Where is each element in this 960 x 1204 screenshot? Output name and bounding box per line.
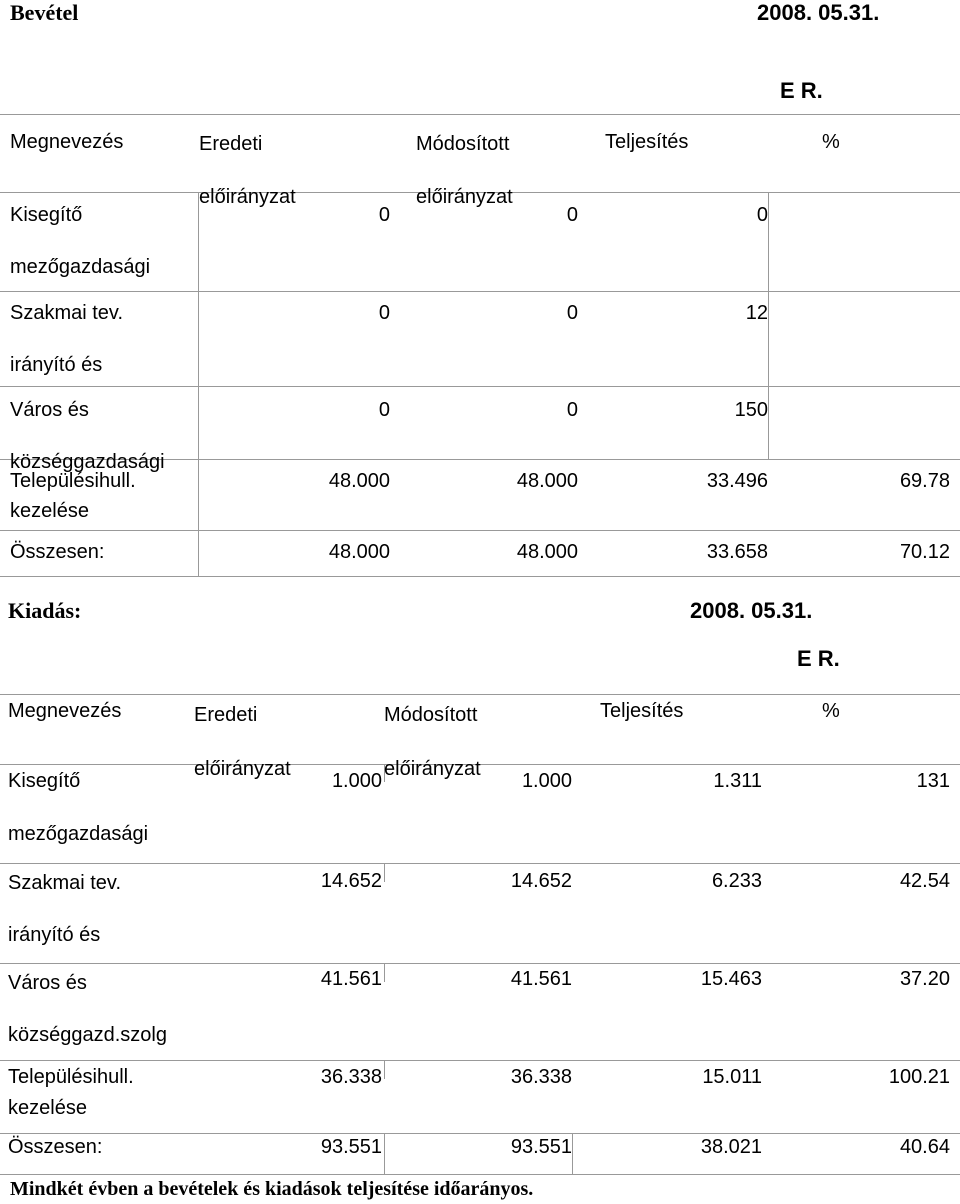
total-label: Összesen: bbox=[10, 541, 105, 563]
row-original: 1.000 bbox=[331, 770, 382, 792]
row-modified: 0 bbox=[566, 204, 578, 226]
row-percent: 69.78 bbox=[899, 470, 950, 492]
row-modified: 36.338 bbox=[510, 1066, 572, 1088]
row-original: 41.561 bbox=[320, 968, 382, 990]
row-name-line2: kezelése bbox=[8, 1097, 87, 1119]
expense-header-percent: % bbox=[822, 700, 840, 722]
income-header-original-sub: előirányzat bbox=[199, 186, 296, 208]
row-name-line2: kezelése bbox=[10, 500, 89, 522]
expense-header-modified-sub: előirányzat bbox=[384, 758, 481, 780]
row-name-line2: községgazdasági bbox=[10, 451, 165, 473]
row-fulfilled: 15.011 bbox=[702, 1066, 762, 1088]
expense-date: 2008. 05.31. bbox=[690, 598, 813, 623]
row-name-line2: irányító és bbox=[10, 354, 103, 376]
row-original: 0 bbox=[378, 204, 390, 226]
total-percent: 40.64 bbox=[899, 1136, 950, 1158]
expense-header-modified: Módosított bbox=[384, 704, 478, 726]
row-fulfilled: 12 bbox=[745, 302, 768, 324]
income-header-original: Eredeti bbox=[199, 133, 263, 155]
row-name-line1: Szakmai tev. bbox=[8, 872, 121, 894]
total-fulfilled: 38.021 bbox=[700, 1136, 762, 1158]
income-header-percent: % bbox=[822, 131, 840, 153]
row-name-line1: Településihull. bbox=[10, 470, 136, 492]
total-label: Összesen: bbox=[8, 1136, 103, 1158]
total-modified: 93.551 bbox=[510, 1136, 572, 1158]
expense-header-name: Megnevezés bbox=[8, 700, 122, 722]
income-date: 2008. 05.31. bbox=[757, 0, 880, 25]
expense-unit: E R. bbox=[797, 646, 840, 671]
row-name-line1: Város és bbox=[8, 972, 87, 994]
row-modified: 48.000 bbox=[516, 470, 578, 492]
expense-header-original: Eredeti bbox=[194, 704, 258, 726]
expense-header-fulfilled: Teljesítés bbox=[600, 700, 684, 722]
row-name-line2: irányító és bbox=[8, 924, 101, 946]
row-fulfilled: 1.311 bbox=[713, 770, 762, 792]
row-original: 0 bbox=[378, 399, 390, 421]
income-title: Bevétel bbox=[10, 0, 79, 25]
row-fulfilled: 6.233 bbox=[711, 870, 762, 892]
row-name-line1: Településihull. bbox=[8, 1066, 134, 1088]
row-percent: 100.21 bbox=[888, 1066, 950, 1088]
row-modified: 41.561 bbox=[510, 968, 572, 990]
row-name-line1: Kisegítő bbox=[10, 204, 83, 226]
row-percent: 131 bbox=[916, 770, 950, 792]
footer-note: Mindkét évben a bevételek és kiadások teljesítése időarányos. bbox=[10, 1178, 534, 1200]
expense-header-original-sub: előirányzat bbox=[194, 758, 291, 780]
income-header-fulfilled: Teljesítés bbox=[605, 131, 689, 153]
row-original: 48.000 bbox=[328, 470, 390, 492]
row-fulfilled: 0 bbox=[756, 204, 768, 226]
row-fulfilled: 150 bbox=[734, 399, 768, 421]
row-modified: 0 bbox=[566, 399, 578, 421]
income-header-modified: Módosított bbox=[416, 133, 510, 155]
row-name-line2: községgazd.szolg bbox=[8, 1024, 167, 1046]
total-original: 48.000 bbox=[328, 541, 390, 563]
total-original: 93.551 bbox=[320, 1136, 382, 1158]
income-unit: E R. bbox=[780, 78, 823, 103]
row-fulfilled: 15.463 bbox=[700, 968, 762, 990]
row-name-line2: mezőgazdasági bbox=[10, 256, 151, 278]
row-fulfilled: 33.496 bbox=[706, 470, 768, 492]
row-percent: 42.54 bbox=[899, 870, 950, 892]
row-original: 36.338 bbox=[320, 1066, 382, 1088]
income-header-name: Megnevezés bbox=[10, 131, 124, 153]
row-name-line1: Szakmai tev. bbox=[10, 302, 123, 324]
row-percent: 37.20 bbox=[899, 968, 950, 990]
row-name-line2: mezőgazdasági bbox=[8, 823, 149, 845]
row-modified: 14.652 bbox=[510, 870, 572, 892]
row-modified: 0 bbox=[566, 302, 578, 324]
row-original: 14.652 bbox=[320, 870, 382, 892]
row-name-line1: Kisegítő bbox=[8, 770, 81, 792]
income-header-modified-sub: előirányzat bbox=[416, 186, 513, 208]
row-modified: 1.000 bbox=[521, 770, 572, 792]
row-name-line1: Város és bbox=[10, 399, 89, 421]
total-modified: 48.000 bbox=[516, 541, 578, 563]
total-percent: 70.12 bbox=[899, 541, 950, 563]
row-original: 0 bbox=[378, 302, 390, 324]
expense-title: Kiadás: bbox=[8, 598, 82, 623]
total-fulfilled: 33.658 bbox=[706, 541, 768, 563]
